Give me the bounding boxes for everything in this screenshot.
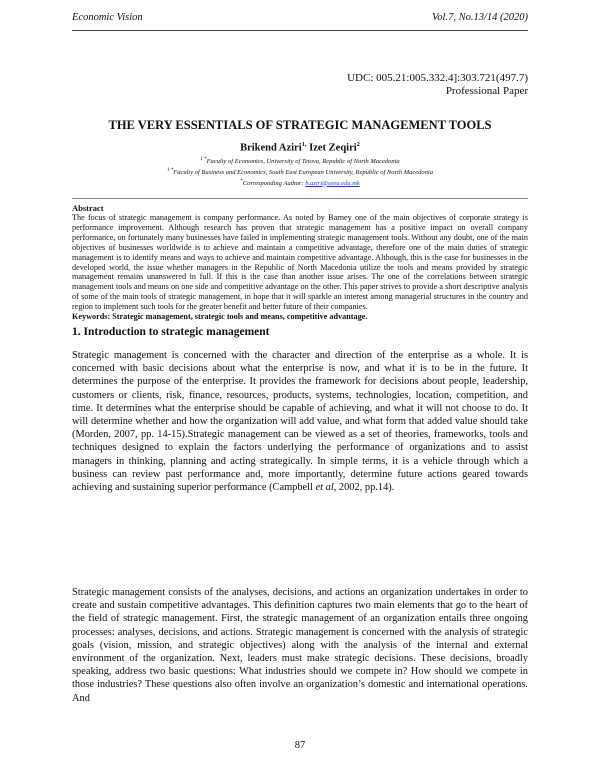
affiliations xyxy=(72,156,528,188)
volume-info: Vol.7, No.13/14 (2020) xyxy=(432,12,528,23)
abstract-heading: Abstract xyxy=(72,203,104,213)
journal-name: Economic Vision xyxy=(72,12,143,23)
keywords: Keywords: Strategic management, strategic tools and means, competitive advantage. xyxy=(72,312,368,322)
affiliation-line: $^{1 *}$Faculty of Economics, University of Tetova, Republic of North Macedonia xyxy=(200,157,400,166)
udc-code: UDC: 005.21:005.332.4]:303.721(497.7) xyxy=(347,72,528,84)
author-name: Izet Zeqiri xyxy=(309,142,357,154)
page-number: 87 xyxy=(294,740,306,751)
italic-et-al: et al xyxy=(315,482,334,494)
paper-title: THE VERY ESSENTIALS OF STRATEGIC MANAGEMENT TOOLS xyxy=(108,118,492,132)
abstract-top-rule xyxy=(72,198,528,199)
author-name: Brikend Aziri xyxy=(240,142,302,154)
author-superscript: 1, xyxy=(301,141,307,148)
body-paragraph: Strategic management consists of the analyses, decisions, and actions an organization undertakes in order to create and sustain competitive advantages. This definition captures two main elements that go to the heart of the field of strategic management. First, the strategic management of an organization entails three ongoing processes: analyses, decisions, and actions. Strategic management is concerned with the analysis of strategic goals (vision, mission, and strategic objectives) along with the analysis of the internal and external environment of the organization. Next, leaders must make strategic decisions. These decisions, broadly speaking, address two basic questions: What industries should we compete in? How should we compete in those industries? These questions also often involve an organization’s domestic and international operations. And xyxy=(72,587,528,704)
section-heading: 1. Introduction to strategic management xyxy=(72,326,270,338)
paper-meta xyxy=(347,72,528,98)
author-superscript: 2 xyxy=(356,141,360,148)
body-paragraph: Strategic management is concerned with the character and direction of the enterprise as a whole. It is concerned with basic decisions about what the enterprise is now, and what it is to be in the future. It determines the purpose of the enterprise. It provides the framework for decisions about people, leadership, customers or clients, risk, finance, resources, products, systems, technologies, location, competition, and time. It determines what the enterprise should be capable of achieving, and what it will not choose to do. It will determine whether and how the organization will add value, and what form that added value should take (Morden, 2007, pp. 14-15).Strategic management can be viewed as a set of theories, frameworks, tools and techniques designed to explain the factors underlying the performance of organizations and to assist managers in thinking, planning and acting strategically. In simple terms, it is a vehicle through which a business can review past performance and, more importantly, determine future actions geared towards achieving and sustaining superior performance (Campbell et al, 2002, pp.14). xyxy=(72,350,528,494)
abstract-text xyxy=(72,213,528,322)
affiliation-line: $^{1 *}$Faculty of Business and Economics, South East European University, Republic of North Macedonia xyxy=(167,167,433,176)
corresponding-author: *Corresponding Author: b.aziri@seeu.edu.mk xyxy=(240,178,360,187)
email-link[interactable]: b.aziri@seeu.edu.mk xyxy=(305,179,360,187)
abstract-body: The focus of strategic management is company performance. As noted by Barney one of the main objectives of corporate strategy is performance improvement. Although research has proven that strategic management has a positive impact on overall company performance, on fortunately many businesses have failed in implementing strategic management tools. Without any doubt, one of the main objectives of businesses worldwide is to achieve and maintain a competitive advantage, therefore one of the main duties of strategic management is to identify means and ways to achieve and maintain competitive advantage. Although, this is the case for businesses in the developed world, the issue whether managers in the Republic of North Macedonia utilize the tools and means provided by strategic management remains unanswered in full. If this is the case than another issue arises. The one of the correlations between strategic management tools and means on one side and competitive advantage on the other. This paper strives to provide a short descriptive analysis of some of the main tools of strategic management, in hope that it will sparkle an interest among managerial structures in the country and region to implement such tools for the greater benefit and better future of their companies. xyxy=(72,213,528,312)
paper-type: Professional Paper xyxy=(445,85,528,97)
header-rule xyxy=(72,30,528,31)
author-line xyxy=(72,141,528,154)
